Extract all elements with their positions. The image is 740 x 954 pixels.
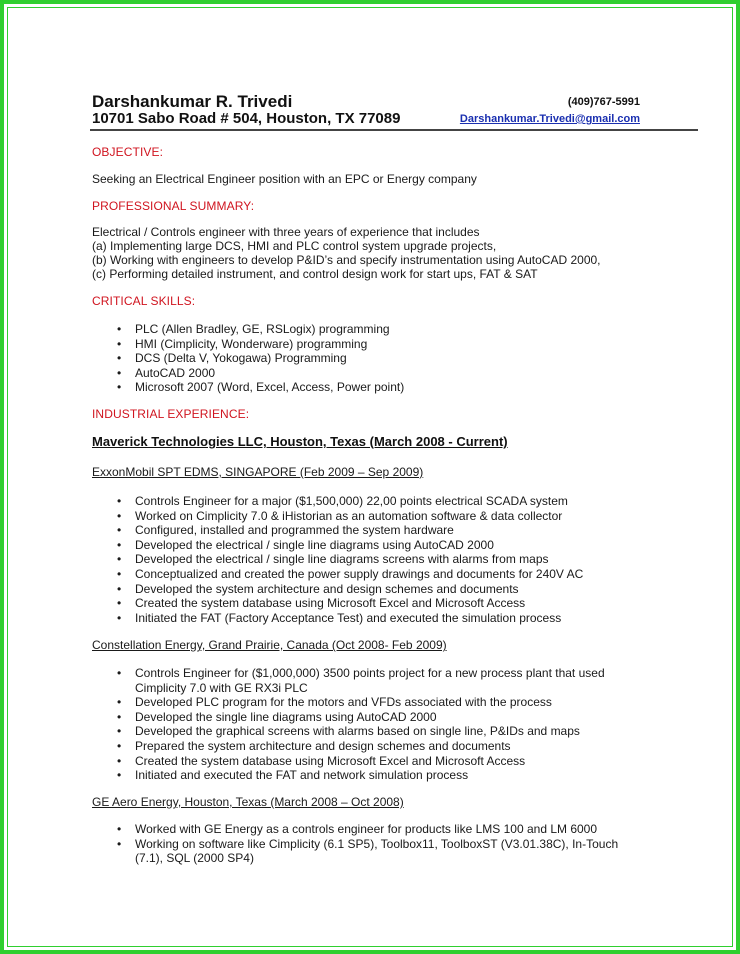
bullet-icon: • — [117, 365, 122, 380]
project-title: GE Aero Energy, Houston, Texas (March 2008 – Oct 2008) — [92, 795, 404, 809]
bullet-icon: • — [117, 552, 122, 567]
skills-list — [117, 322, 404, 395]
project-title: Constellation Energy, Grand Prairie, Canada (Oct 2008- Feb 2009) — [92, 638, 447, 652]
list-item: • Worked with GE Energy as a controls engineer for products like LMS 100 and LM 6000 — [117, 822, 598, 836]
list-item: • Controls Engineer for ($1,000,000) 3500 points project for a new process plant that used — [117, 666, 605, 680]
list-item: • Prepared the system architecture and design schemes and documents — [117, 738, 511, 753]
list-item: • Initiated the FAT (Factory Acceptance Test) and executed the simulation process — [117, 610, 562, 625]
list-item: • Developed the single line diagrams using AutoCAD 2000 — [117, 709, 437, 724]
candidate-address: 10701 Sabo Road # 504, Houston, TX 77089 — [92, 110, 401, 127]
list-item: • Controls Engineer for a major ($1,500,000) 22,00 points electrical SCADA system — [117, 494, 568, 508]
bullet-icon: • — [117, 336, 122, 351]
objective-text: Seeking an Electrical Engineer position with an EPC or Energy company — [92, 172, 477, 186]
list-item: • Worked on Cimplicity 7.0 & iHistorian as an automation software & data collector — [117, 508, 563, 523]
list-item: • AutoCAD 2000 — [117, 365, 216, 380]
list-item: • Developed the system architecture and design schemes and documents — [117, 581, 519, 596]
list-item: • Created the system database using Microsoft Excel and Microsoft Access — [117, 753, 526, 768]
bullet-icon: • — [117, 738, 122, 753]
experience-heading: INDUSTRIAL EXPERIENCE: — [92, 407, 250, 421]
bullet-icon: • — [117, 494, 122, 508]
bullet-icon: • — [117, 322, 122, 336]
bullet-icon: • — [117, 581, 122, 596]
list-item: • Working on software like Cimplicity (6.1 SP5), Toolbox11, ToolboxST (V3.01.38C), In-Touch — [117, 836, 619, 851]
bullet-icon: • — [117, 508, 122, 523]
list-item: • HMI (Cimplicity, Wonderware) programming — [117, 336, 368, 351]
bullet-icon: • — [117, 724, 122, 739]
objective-heading: OBJECTIVE: — [92, 145, 164, 159]
candidate-phone: (409)767-5991 — [567, 96, 640, 108]
bullet-icon: • — [117, 523, 122, 538]
list-item: • Developed the graphical screens with alarms based on single line, P&IDs and maps — [117, 724, 580, 739]
list-item-continuation: (7.1), SQL (2000 SP4) — [135, 851, 254, 866]
summary-line: (b) Working with engineers to develop P&ID’s and specify instrumentation using AutoCAD 2000, — [92, 253, 601, 267]
bullet-icon: • — [117, 709, 122, 724]
list-item: • Developed the electrical / single line diagrams screens with alarms from maps — [117, 552, 549, 567]
candidate-email-link[interactable]: Darshankumar.Trivedi@gmail.com — [459, 113, 640, 125]
project-duties-list — [117, 822, 618, 866]
bullet-icon: • — [117, 596, 122, 611]
list-item: • Initiated and executed the FAT and network simulation process — [117, 768, 469, 783]
bullet-icon: • — [117, 610, 122, 625]
bullet-icon: • — [117, 537, 122, 552]
list-item-continuation: Cimplicity 7.0 with GE RX3i PLC — [135, 680, 308, 695]
bullet-icon: • — [117, 822, 122, 836]
bullet-icon: • — [117, 666, 122, 680]
summary-line: (c) Performing detailed instrument, and control design work for start ups, FAT & SAT — [92, 267, 538, 281]
list-item: • Configured, installed and programmed the system hardware — [117, 523, 454, 538]
list-item: • PLC (Allen Bradley, GE, RSLogix) programming — [117, 322, 390, 336]
candidate-name: Darshankumar R. Trivedi — [92, 92, 293, 111]
bullet-icon: • — [117, 695, 122, 710]
bullet-icon: • — [117, 566, 122, 581]
header-divider — [90, 129, 698, 131]
skills-heading: CRITICAL SKILLS: — [92, 294, 196, 308]
bullet-icon: • — [117, 768, 122, 783]
summary-line: Electrical / Controls engineer with three years of experience that includes — [92, 225, 480, 239]
list-item: • Developed PLC program for the motors and VFDs associated with the process — [117, 695, 552, 710]
bullet-icon: • — [117, 351, 122, 366]
company-title: Maverick Technologies LLC, Houston, Texas (March 2008 - Current) — [92, 434, 508, 449]
summary-line: (a) Implementing large DCS, HMI and PLC control system upgrade projects, — [92, 239, 497, 253]
project-title: ExxonMobil SPT EDMS, SINGAPORE (Feb 2009 – Sep 2009) — [92, 465, 424, 479]
list-item: • DCS (Delta V, Yokogawa) Programming — [117, 351, 347, 366]
list-item: • Created the system database using Microsoft Excel and Microsoft Access — [117, 596, 526, 611]
list-item: • Conceptualized and created the power supply drawings and documents for 240V AC — [117, 566, 584, 581]
bullet-icon: • — [117, 380, 122, 395]
bullet-icon: • — [117, 753, 122, 768]
list-item: • Microsoft 2007 (Word, Excel, Access, Power point) — [117, 380, 405, 395]
bullet-icon: • — [117, 836, 122, 851]
project-duties-list — [117, 666, 605, 783]
summary-heading: PROFESSIONAL SUMMARY: — [92, 199, 255, 213]
list-item: • Developed the electrical / single line diagrams using AutoCAD 2000 — [117, 537, 494, 552]
project-duties-list — [117, 494, 583, 625]
